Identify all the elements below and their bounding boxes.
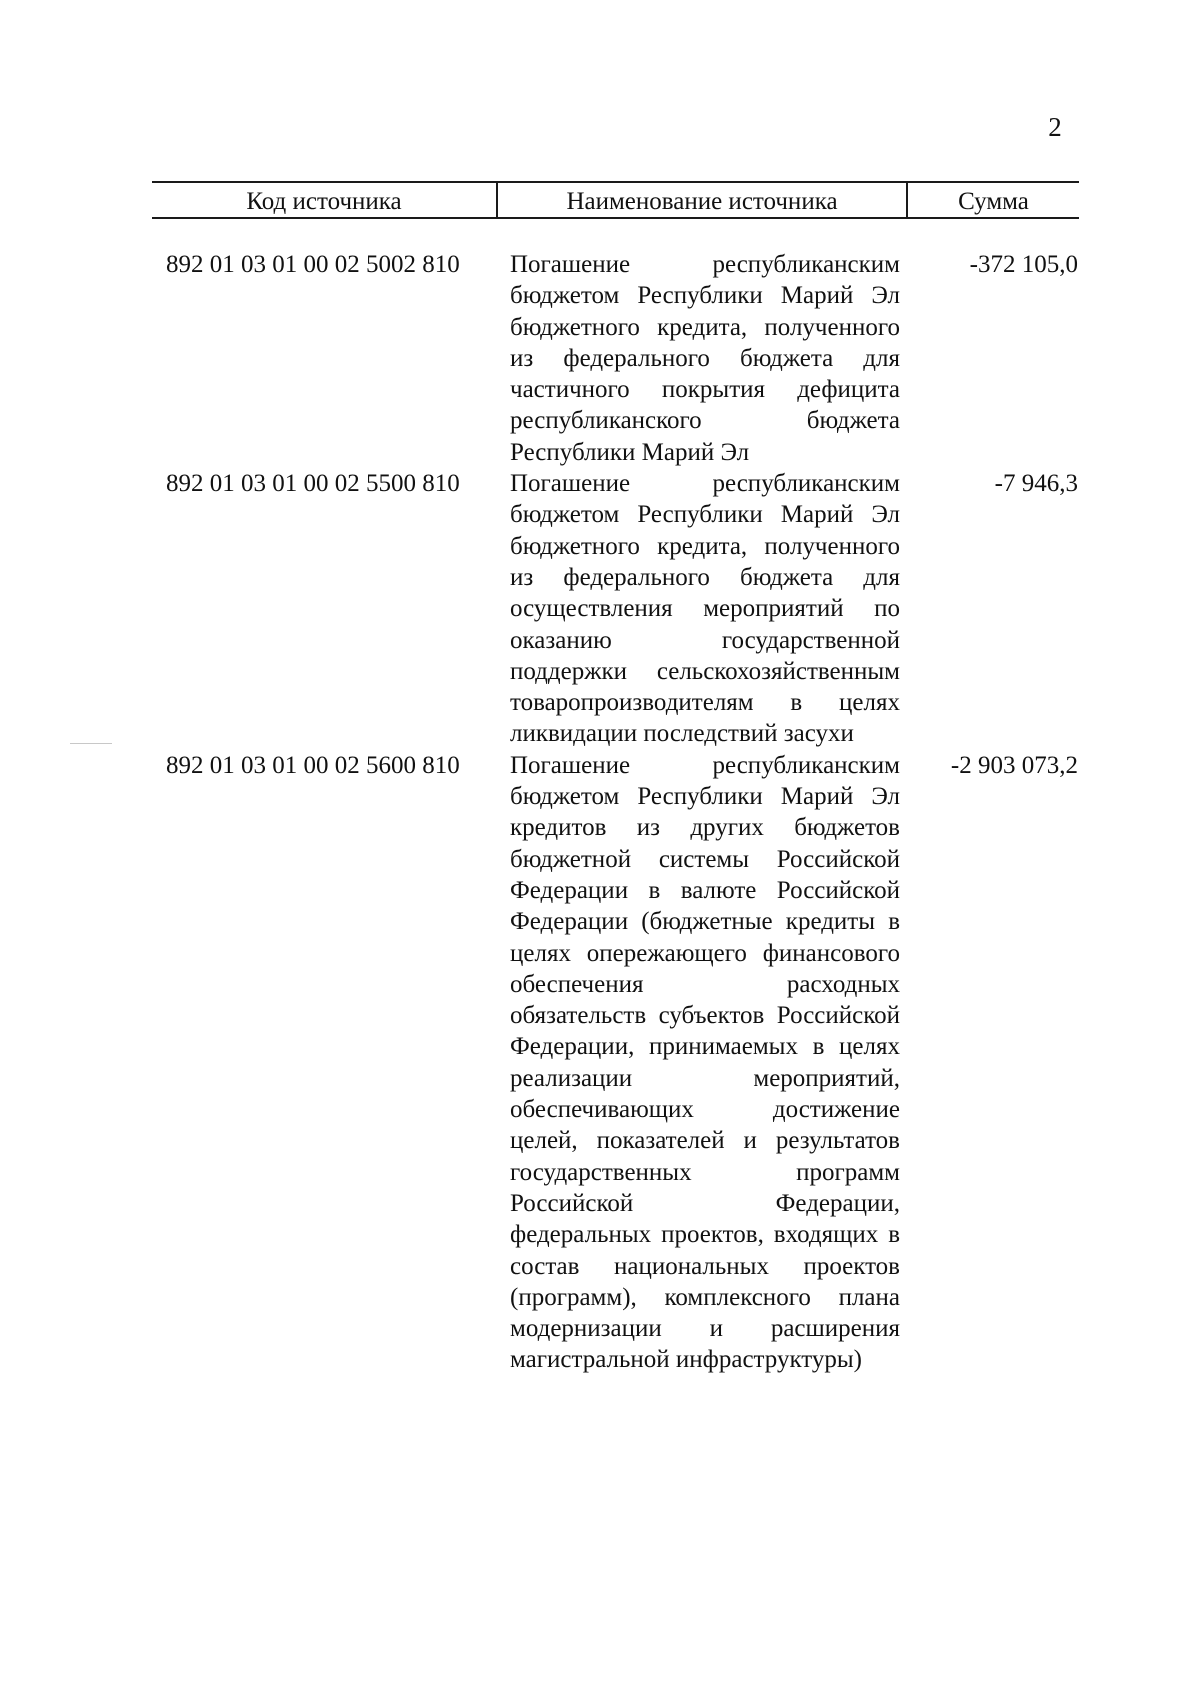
row-name: Погашение республиканским бюджетом Республики Марий Эл кредитов из других бюджетов бюджетной системы Российской Федерации в валюте Российской Федерации (бюджетные кредиты в целях опережающего финансового обеспечения расходных обязательств субъектов Российской Федерации, принимаемых в целях реализации мероприятий, обеспечивающих достижение целей, показателей и результатов государственных программ Российской Федерации, федеральных проектов, входящих в состав национальных проектов (программ), комплексного плана модернизации и расширения магистральной инфраструктуры) — [510, 751, 900, 1374]
row-name: Погашение республиканским бюджетом Республики Марий Эл бюджетного кредита, полученного из федерального бюджета для осуществления мероприятий по оказанию государственной поддержки сельскохозяйственным товаропроизводителям в целях ликвидации последствий засухи — [510, 470, 900, 748]
row-amount: -372 105,0 — [969, 251, 1078, 278]
table-row — [166, 249, 1078, 468]
header-name: Наименование источника — [498, 183, 908, 217]
row-code: 892 01 03 01 00 02 5600 810 — [166, 751, 460, 779]
header-code: Код источника — [152, 183, 498, 217]
table-body — [166, 249, 1078, 1376]
row-amount: -2 903 073,2 — [950, 751, 1078, 779]
table-row — [166, 468, 1078, 750]
table-row — [166, 750, 1078, 1376]
row-name: Погашение республиканским бюджетом Республики Марий Эл бюджетного кредита, полученного из федерального бюджета для частичного покрытия дефицита республиканского бюджета Республики Марий Эл — [510, 251, 900, 466]
row-code: 892 01 03 01 00 02 5500 810 — [166, 470, 460, 498]
row-code: 892 01 03 01 00 02 5002 810 — [166, 251, 460, 278]
margin-mark — [70, 743, 112, 744]
page-number: 2 — [1048, 112, 1062, 142]
row-amount: -7 946,3 — [994, 470, 1078, 498]
table-header — [152, 181, 1079, 219]
header-amount: Сумма — [958, 188, 1029, 215]
